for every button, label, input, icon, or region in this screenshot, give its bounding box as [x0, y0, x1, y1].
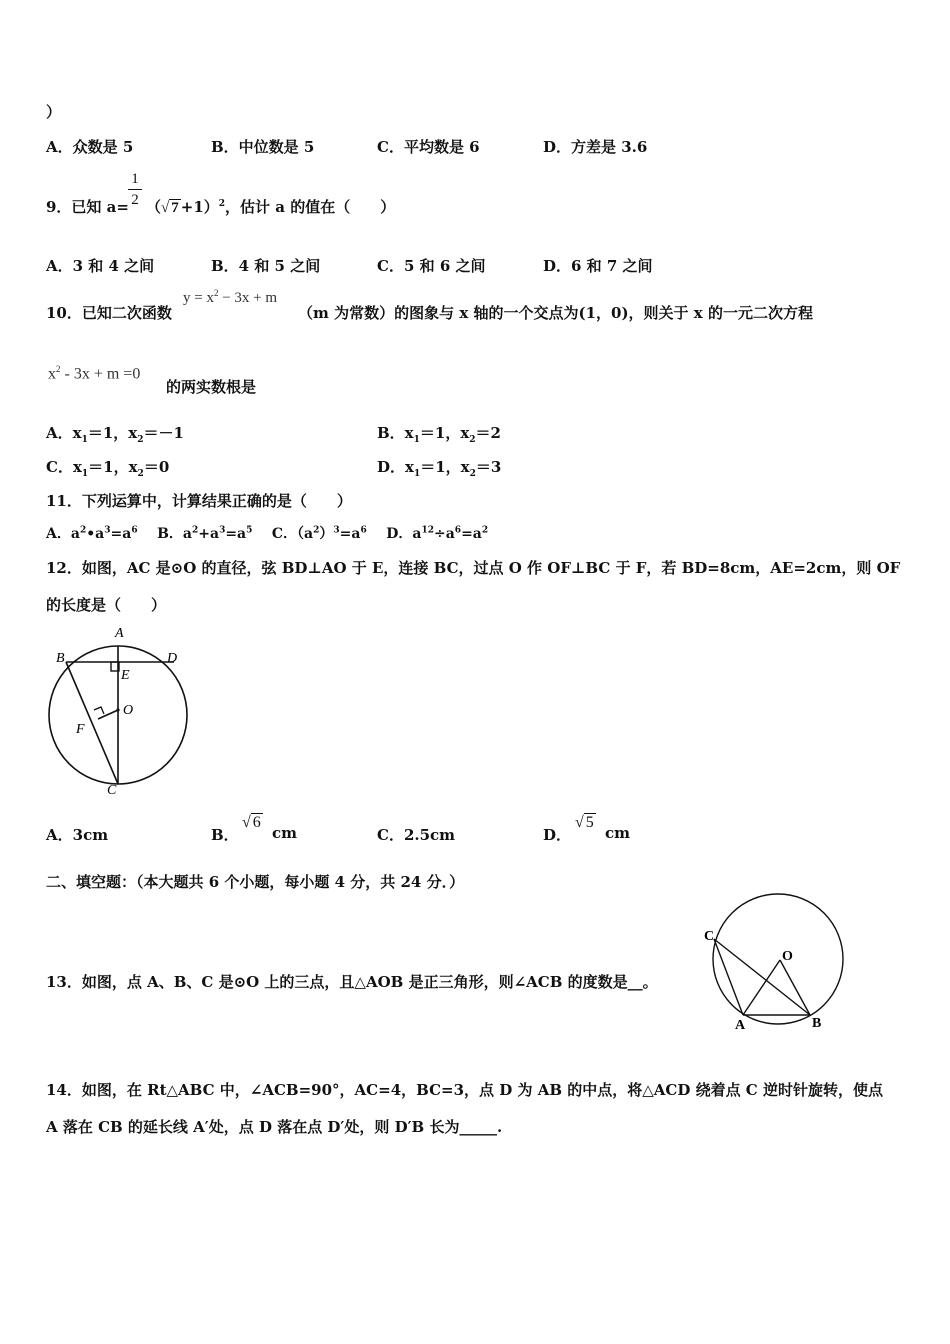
q8-option-a: A．众数是 5 [46, 138, 134, 156]
q12-label-f: F [76, 722, 85, 737]
q11-option-b: B．$a^2+a^3=a^5$ [157, 525, 253, 542]
q12-line1: 12．如图，AC 是⊙O 的直径，弦 BD⊥AO 于 E，连接 BC，过点 O 作 OF⊥BC 于 F，若 BD=8cm，AE=2cm，则 OF [46, 559, 901, 577]
q10-func-a: y = x [183, 290, 214, 306]
q11-stem: 11．下列运算中，计算结果正确的是（ ） [46, 492, 352, 510]
q9-exp: 2 [218, 199, 226, 209]
q12-option-a: A．3cm [46, 826, 109, 844]
q9-suffix: ，估计 a 的值在（ ） [225, 198, 396, 216]
q13-text: 13．如图，点 A、B、C 是⊙O 上的三点，且△AOB 是正三角形，则∠ACB 的度数是__。 [46, 973, 658, 991]
q11-options [46, 523, 488, 543]
q12-segment-of [98, 710, 118, 719]
q13-figure [700, 893, 850, 1038]
q13-segment-ob [780, 960, 810, 1015]
q13-circle [713, 894, 843, 1024]
q10-option-d: D．$x_1=1$，$x_2=3$ [377, 458, 502, 479]
q9-option-c: C．5 和 6 之间 [377, 257, 486, 275]
q10-func-b: − 3x + m [218, 290, 278, 306]
q12-option-d-label: D． [543, 826, 572, 844]
q14-line2: A 落在 CB 的延长线 A′处，点 D 落在点 D′处，则 D′B 长为_____. [46, 1118, 503, 1136]
q9-frac-num: 1 [131, 171, 139, 187]
q12-option-b-unit: cm [272, 824, 298, 842]
q10-eq-suffix: 的两实数根是 [166, 378, 257, 396]
q8-option-d: D．方差是 3.6 [543, 138, 648, 156]
q13-label-b: B [812, 1016, 822, 1031]
q9-frac-den: 2 [131, 192, 139, 208]
q13-label-a: A [735, 1018, 746, 1033]
q12-option-d-sqrt: √ 5 [575, 814, 594, 831]
q8-option-c: C．平均数是 6 [377, 138, 480, 156]
section2-title: 二、填空题：（本大题共 6 个小题，每小题 4 分，共 24 分．） [46, 873, 465, 891]
q9-option-d: D．6 和 7 之间 [543, 257, 653, 275]
q9-option-b: B．4 和 5 之间 [211, 257, 321, 275]
q12-center-dot [116, 708, 119, 711]
q12-option-d-unit: cm [605, 824, 631, 842]
q13-label-c: C [704, 929, 715, 944]
q10-equation [48, 364, 140, 383]
q10-prefix: 10．已知二次函数 [46, 304, 172, 322]
q12-option-c: C．2.5cm [377, 826, 456, 844]
q10-option-c: C．$x_1=1$，$x_2=0$ [46, 458, 170, 479]
q10-function [183, 288, 277, 307]
q10-eq-b: - 3x + m =0 [60, 365, 141, 383]
q9-prefix: 9．已知 a= [46, 198, 129, 216]
q12-label-b: B [56, 651, 65, 666]
q9-open: （ [146, 198, 162, 216]
q11-option-d: D．$a^{12}\div a^6=a^2$ [386, 525, 489, 542]
q12-option-b-label: B． [211, 826, 239, 844]
q12-right-angle-f [94, 707, 104, 714]
q12-label-e: E [121, 668, 130, 683]
q9-rad: 7 [171, 200, 179, 216]
q10-eq-exp: 2 [56, 364, 61, 374]
q9-expression [146, 196, 395, 217]
q10-eq-a: x [48, 365, 56, 383]
q12-segment-bc [66, 662, 118, 784]
q12-label-c: C [107, 783, 117, 798]
q9-option-a: A．3 和 4 之间 [46, 257, 155, 275]
q10-option-b: B．$x_1=1$，$x_2=2$ [377, 424, 501, 445]
q12-figure [40, 622, 200, 802]
q12-label-o: O [123, 703, 134, 718]
q8-paren: ） [46, 103, 62, 121]
q12-line2: 的长度是（ ） [46, 596, 167, 614]
q10-option-a: A．$x_1=1$，$x_2=-1$ [46, 424, 184, 445]
q10-middle: （m 为常数）的图象与 x 轴的一个交点为(1，0)，则关于 x 的一元二次方程 [298, 304, 813, 322]
q9-sqrt: √ 7 [161, 200, 179, 216]
q12-label-d: D [167, 651, 178, 666]
q11-option-c: C．$(a^2)^3=a^6$ [271, 525, 367, 542]
q9-fraction [128, 170, 142, 209]
q12-option-b-sqrt: √ 6 [242, 814, 261, 831]
q13-label-o: O [782, 949, 793, 964]
q10-func-exp: 2 [213, 288, 219, 298]
q14-line1: 14．如图，在 Rt△ABC 中，∠ACB=90°，AC=4，BC=3，点 D 为 AB 的中点，将△ACD 绕着点 C 逆时针旋转，使点 [46, 1081, 883, 1099]
q11-option-a: A．$a^2•a^3=a^6$ [46, 525, 138, 542]
q9-plus: +1） [180, 198, 219, 216]
q8-option-b: B．中位数是 5 [211, 138, 315, 156]
q12-label-a: A [115, 626, 124, 641]
